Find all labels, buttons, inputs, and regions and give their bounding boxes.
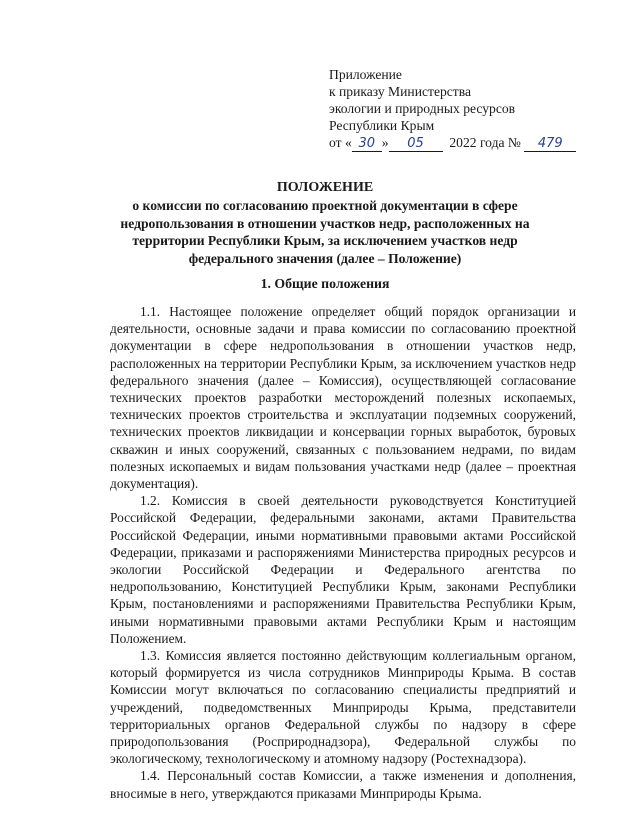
annex-line-4: Республики Крым	[329, 118, 435, 133]
date-mid: »	[381, 135, 389, 150]
annex-header	[329, 66, 609, 152]
document-title: ПОЛОЖЕНИЕ	[276, 180, 374, 195]
annex-line-3: экологии и природных ресурсов	[329, 101, 516, 116]
annex-date-line	[329, 134, 609, 152]
date-year-label: 2022 года №	[449, 135, 521, 150]
date-prefix: от «	[329, 135, 352, 150]
section-body	[110, 303, 576, 802]
document-subtitle: о комиссии по согласованию проектной документации в сфере недропользования в отношении участков недр, расположенных на территории Республики Крым, за исключением участков недр федерального значения (далее – Положение)	[120, 198, 530, 266]
paragraph-1-3: 1.3. Комиссия является постоянно действующим коллегиальным органом, который формируется из числа сотрудников Минприроды Крыма. В состав Комиссии могут включаться по согласованию специалисты предприятий и учреждений, подведомственных Минприроды Крыма, представители территориальных органов Федеральной службы по надзору в сфере природопользования (Росприроднадзора), Федеральной службы по экологическому, технологическому и атомному надзору (Ростехнадзора).	[110, 648, 576, 767]
paragraph-1-2: 1.2. Комиссия в своей деятельности руководствуется Конституцией Российской Федерации, федеральными законами, актами Правительства Российской Федерации, иными нормативными правовыми актами Российской Федерации, приказами и распоряжениями Министерства природных ресурсов и экологии Российской Федерации и Федерального агентства по недропользованию, Конституцией Республики Крым, законами Республики Крым, постановлениями и распоряжениями Правительства Республики Крым, иными нормативными правовыми актами Республики Крым и настоящим Положением.	[110, 493, 576, 646]
paragraph-1-4: 1.4. Персональный состав Комиссии, а также изменения и дополнения, вносимые в него, утверждаются приказами Минприроды Крыма.	[110, 768, 576, 801]
annex-line-2: к приказу Министерства	[329, 84, 472, 99]
date-month-handwritten: 05	[407, 136, 424, 151]
order-number-handwritten: 479	[537, 136, 563, 151]
date-day-field	[352, 136, 382, 152]
annex-line-1: Приложение	[329, 67, 402, 82]
date-day-handwritten: 30	[358, 136, 376, 151]
section-heading: 1. Общие положения	[260, 276, 390, 291]
document-title-block	[110, 179, 540, 267]
date-month-field	[389, 136, 443, 152]
paragraph-1-1: 1.1. Настоящее положение определяет общий порядок организации и деятельности, основные задачи и права комиссии по согласованию проектной документации в сфере недропользования в отношении участков недр, расположенных на территории Республики Крым, за исключением участков недр федерального значения (далее – Комиссия), осуществляющей согласование технических проектов разработки месторождений полезных ископаемых, технических проектов строительства и эксплуатации подземных сооружений, технических проектов ликвидации и консервации горных выработок, буровых скважин и иных сооружений, связанных с пользованием недрами, по видам полезных ископаемых и видам пользования участками недр (далее – проектная документация).	[110, 304, 576, 492]
order-number-field	[524, 136, 576, 152]
